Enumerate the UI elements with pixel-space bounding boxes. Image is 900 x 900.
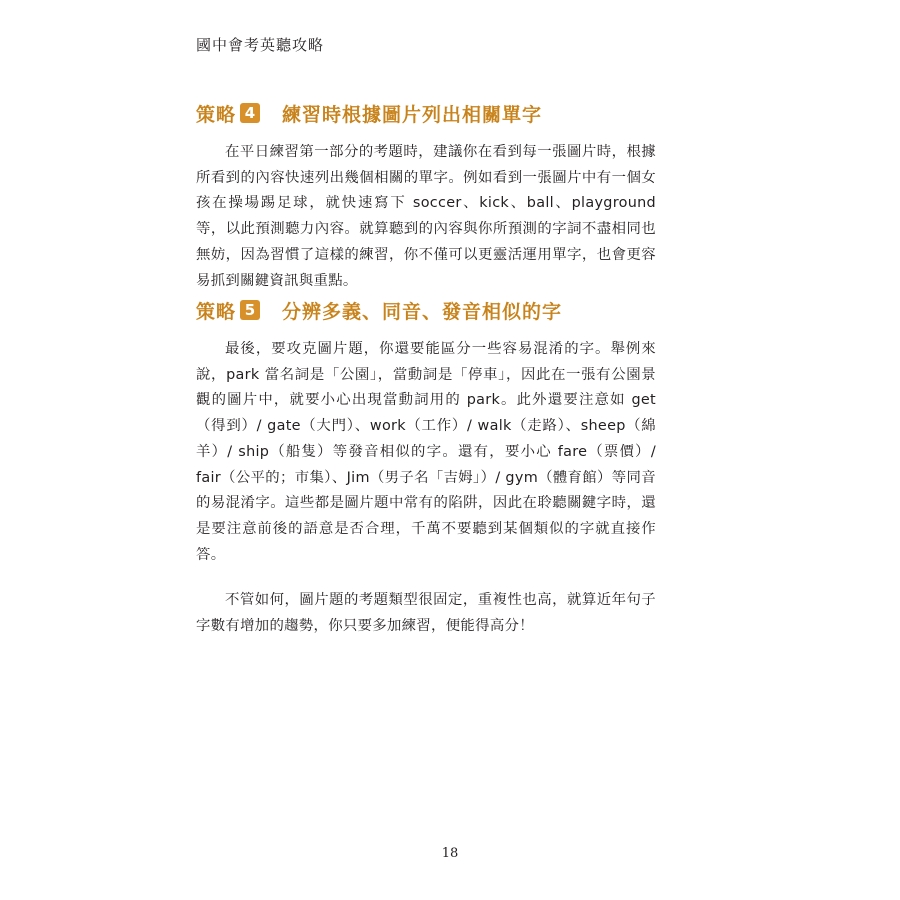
strategy-4-prefix: 策略 bbox=[196, 103, 237, 126]
strategy-5-title: 分辨多義、同音、發音相似的字 bbox=[282, 300, 563, 323]
strategy-5-heading bbox=[196, 297, 656, 323]
strategy-4-heading bbox=[196, 100, 656, 126]
strategy-4-number-badge: 4 bbox=[240, 103, 260, 123]
page-number: 18 bbox=[441, 846, 459, 861]
strategy-5-paragraph-1: 最後，要攻克圖片題，你還要能區分一些容易混淆的字。舉例來說，park 當名詞是「公園」，當動詞是「停車」，因此在一張有公園景觀的圖片中，就要小心出現當動詞用的 park。此外還要注意如 get（得到）/ gate（大門）、work（工作）/ walk（走路）、sheep（綿羊）/ ship（船隻）等發音相似的字。還有，要小心 fare（票價）/ fair（公平的；市集）、Jim（男子名「吉姆」）/ gym（體育館）等同音的易混淆字。這些都是圖片題中常有的陷阱，因此在聆聽關鍵字時，還是要注意前後的語意是否合理，千萬不要聽到某個類似的字就直接作答。 bbox=[196, 341, 656, 563]
strategy-4-title: 練習時根據圖片列出相關單字 bbox=[282, 103, 543, 126]
strategy-5-prefix: 策略 bbox=[196, 300, 237, 323]
strategy-5-paragraph-2: 不管如何，圖片題的考題類型很固定，重複性也高，就算近年句子字數有增加的趨勢，你只要多加練習，便能得高分！ bbox=[196, 592, 656, 635]
strategy-5-section bbox=[196, 297, 656, 640]
strategy-5-number-badge: 5 bbox=[240, 300, 260, 320]
strategy-4-section bbox=[196, 100, 656, 294]
running-header-title: 國中會考英聽攻略 bbox=[196, 36, 325, 54]
strategy-4-paragraph: 在平日練習第一部分的考題時，建議你在看到每一張圖片時，根據所看到的內容快速列出幾個相關的單字。例如看到一張圖片中有一個女孩在操場踢足球，就快速寫下 soccer、kick、ball、playground 等，以此預測聽力內容。就算聽到的內容與你所預測的字詞不盡相同也無妨，因為習慣了這樣的練習，你不僅可以更靈活運用單字，也會更容易抓到關鍵資訊與重點。 bbox=[196, 144, 656, 289]
